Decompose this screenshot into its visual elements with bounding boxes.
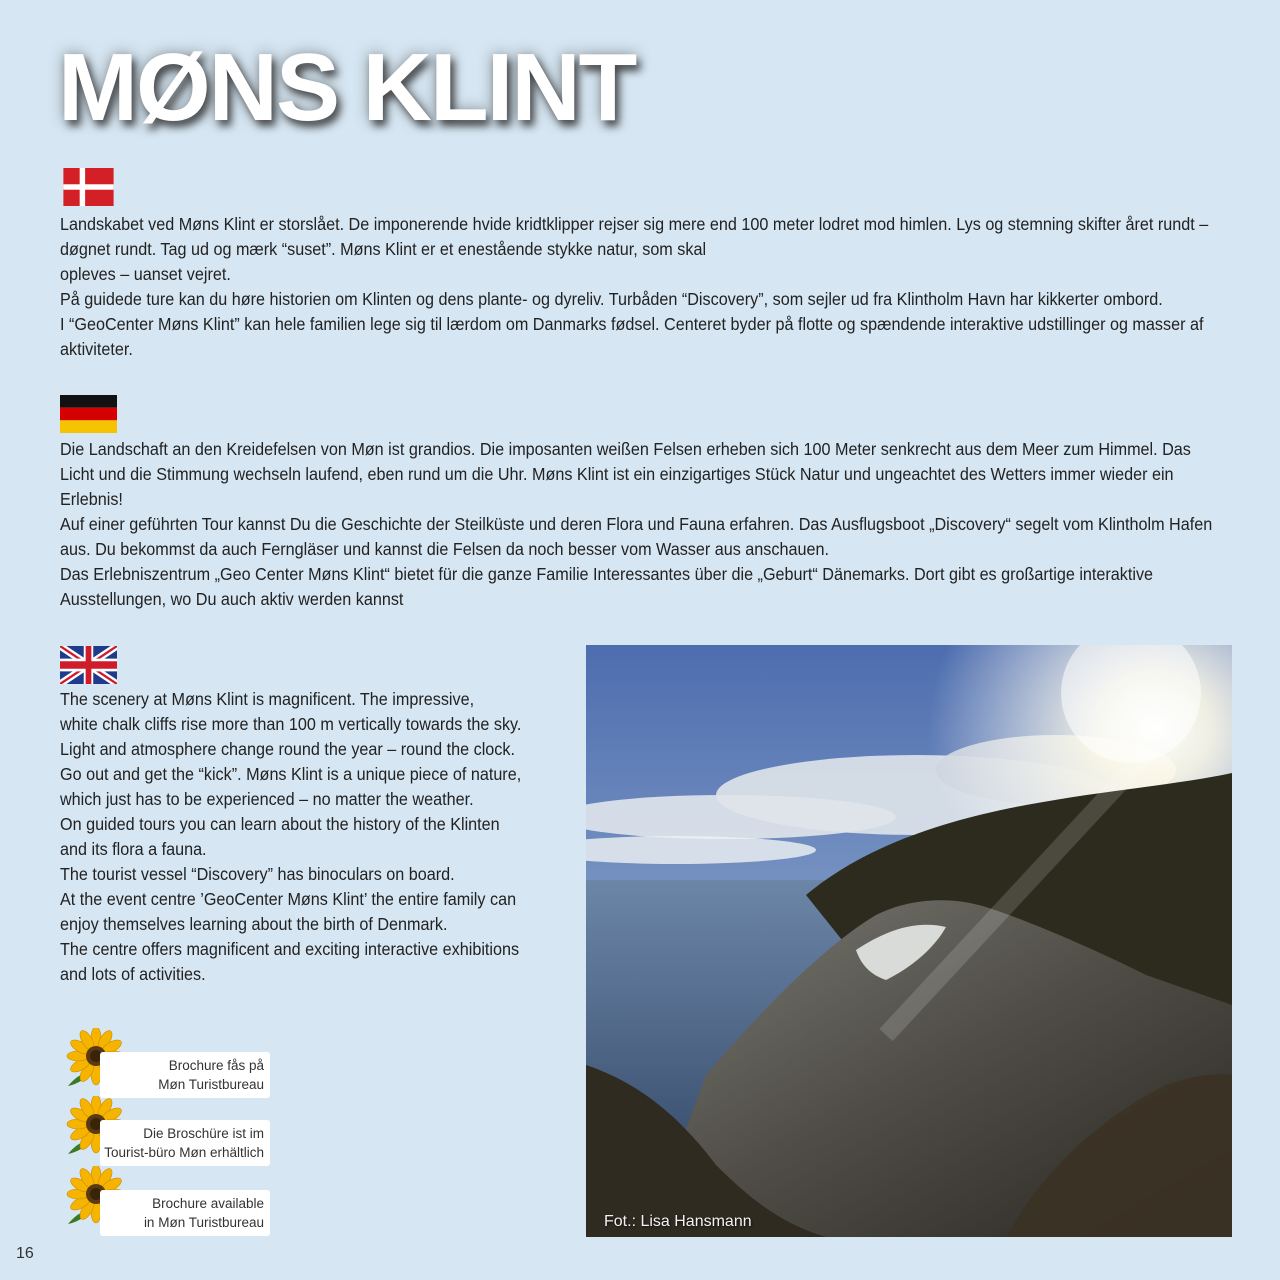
text-line: and its flora a fauna. — [60, 839, 207, 859]
text-line: Go out and get the “kick”. Møns Klint is a unique piece of nature, — [60, 764, 522, 784]
badge-line: Brochure available — [152, 1196, 264, 1211]
english-text — [60, 687, 562, 987]
badge-label — [100, 1190, 270, 1236]
text-line: The centre offers magnificent and exciting interactive exhibitions — [60, 939, 520, 959]
paragraph: opleves – uanset vejret. — [60, 264, 231, 284]
badge-line: Møn Turistbureau — [158, 1077, 264, 1092]
text-line: The scenery at Møns Klint is magnificent. The impressive, — [60, 689, 475, 709]
denmark-flag-icon — [60, 168, 117, 206]
text-line: enjoy themselves learning about the birth of Denmark. — [60, 914, 448, 934]
paragraph: Die Landschaft an den Kreidefelsen von Møn ist grandios. Die imposanten weißen Felsen erheben sich 100 Meter senkrecht aus dem Meer zum Himmel. Das Licht und die Stimmung wechseln laufend, eben rund um die Uhr. Møns Klint ist ein einzigartiges Stück Natur und ungeachtet des Wetters immer wieder ein Erlebnis! — [60, 439, 1191, 509]
paragraph: I “GeoCenter Møns Klint” kan hele familien lege sig til lærdom om Danmarks fødsel. Centeret byder på flotte og spændende interaktive udstillinger og masser af aktiviteter. — [60, 314, 1204, 359]
paragraph: Das Erlebniszentrum „Geo Center Møns Klint“ bietet für die ganze Familie Interessantes über die „Geburt“ Dänemarks. Dort gibt es großartige interaktive Ausstellungen, wo Du auch aktiv werden kannst — [60, 564, 1154, 609]
uk-flag-icon — [60, 646, 117, 684]
danish-text — [60, 212, 1223, 362]
german-text — [60, 437, 1223, 612]
text-line: Light and atmosphere change round the year – round the clock. — [60, 739, 515, 759]
text-line: which just has to be experienced – no matter the weather. — [60, 789, 474, 809]
photo-credit: Fot.: Lisa Hansmann — [604, 1213, 752, 1230]
paragraph: Auf einer geführten Tour kannst Du die Geschichte der Steilküste und deren Flora und Fauna erfahren. Das Ausflugsboot „Discovery“ segelt vom Klintholm Hafen aus. Du bekommst da auch Ferngläser und kannst die Felsen da noch besser vom Wasser aus anschauen. — [60, 514, 1213, 559]
badge-line: Tourist-büro Møn erhältlich — [104, 1145, 264, 1160]
badge-line: Die Broschüre ist im — [143, 1126, 264, 1141]
text-line: At the event centre ’GeoCenter Møns Klint’ the entire family can — [60, 889, 517, 909]
paragraph: Landskabet ved Møns Klint er storslået. De imponerende hvide kridtklipper rejser sig mere end 100 meter lodret mod himlen. Lys og stemning skifter året rundt – døgnet rundt. Tag ud og mærk “suset”. Møns Klint er et enestående stykke natur, som skal — [60, 214, 1209, 259]
text-line: The tourist vessel “Discovery” has binoculars on board. — [60, 864, 455, 884]
germany-flag-icon — [60, 395, 117, 433]
brochure-badge-danish — [64, 1028, 274, 1098]
text-line: white chalk cliffs rise more than 100 m vertically towards the sky. — [60, 714, 522, 734]
badge-label — [100, 1120, 270, 1166]
page-title: MØNS KLINT — [58, 34, 636, 141]
brochure-badge-english — [64, 1166, 274, 1236]
text-line: On guided tours you can learn about the history of the Klinten — [60, 814, 500, 834]
paragraph: På guidede ture kan du høre historien om Klinten og dens plante- og dyreliv. Turbåden “Discovery”, som sejler ud fra Klintholm Havn har kikkerter ombord. — [60, 289, 1163, 309]
page-number: 16 — [16, 1245, 34, 1262]
text-line: and lots of activities. — [60, 964, 206, 984]
badge-line: in Møn Turistbureau — [143, 1215, 264, 1230]
badge-line: Brochure fås på — [168, 1058, 264, 1073]
badge-label — [100, 1052, 270, 1098]
cliff-photo — [586, 645, 1232, 1237]
brochure-badge-german — [64, 1096, 274, 1166]
